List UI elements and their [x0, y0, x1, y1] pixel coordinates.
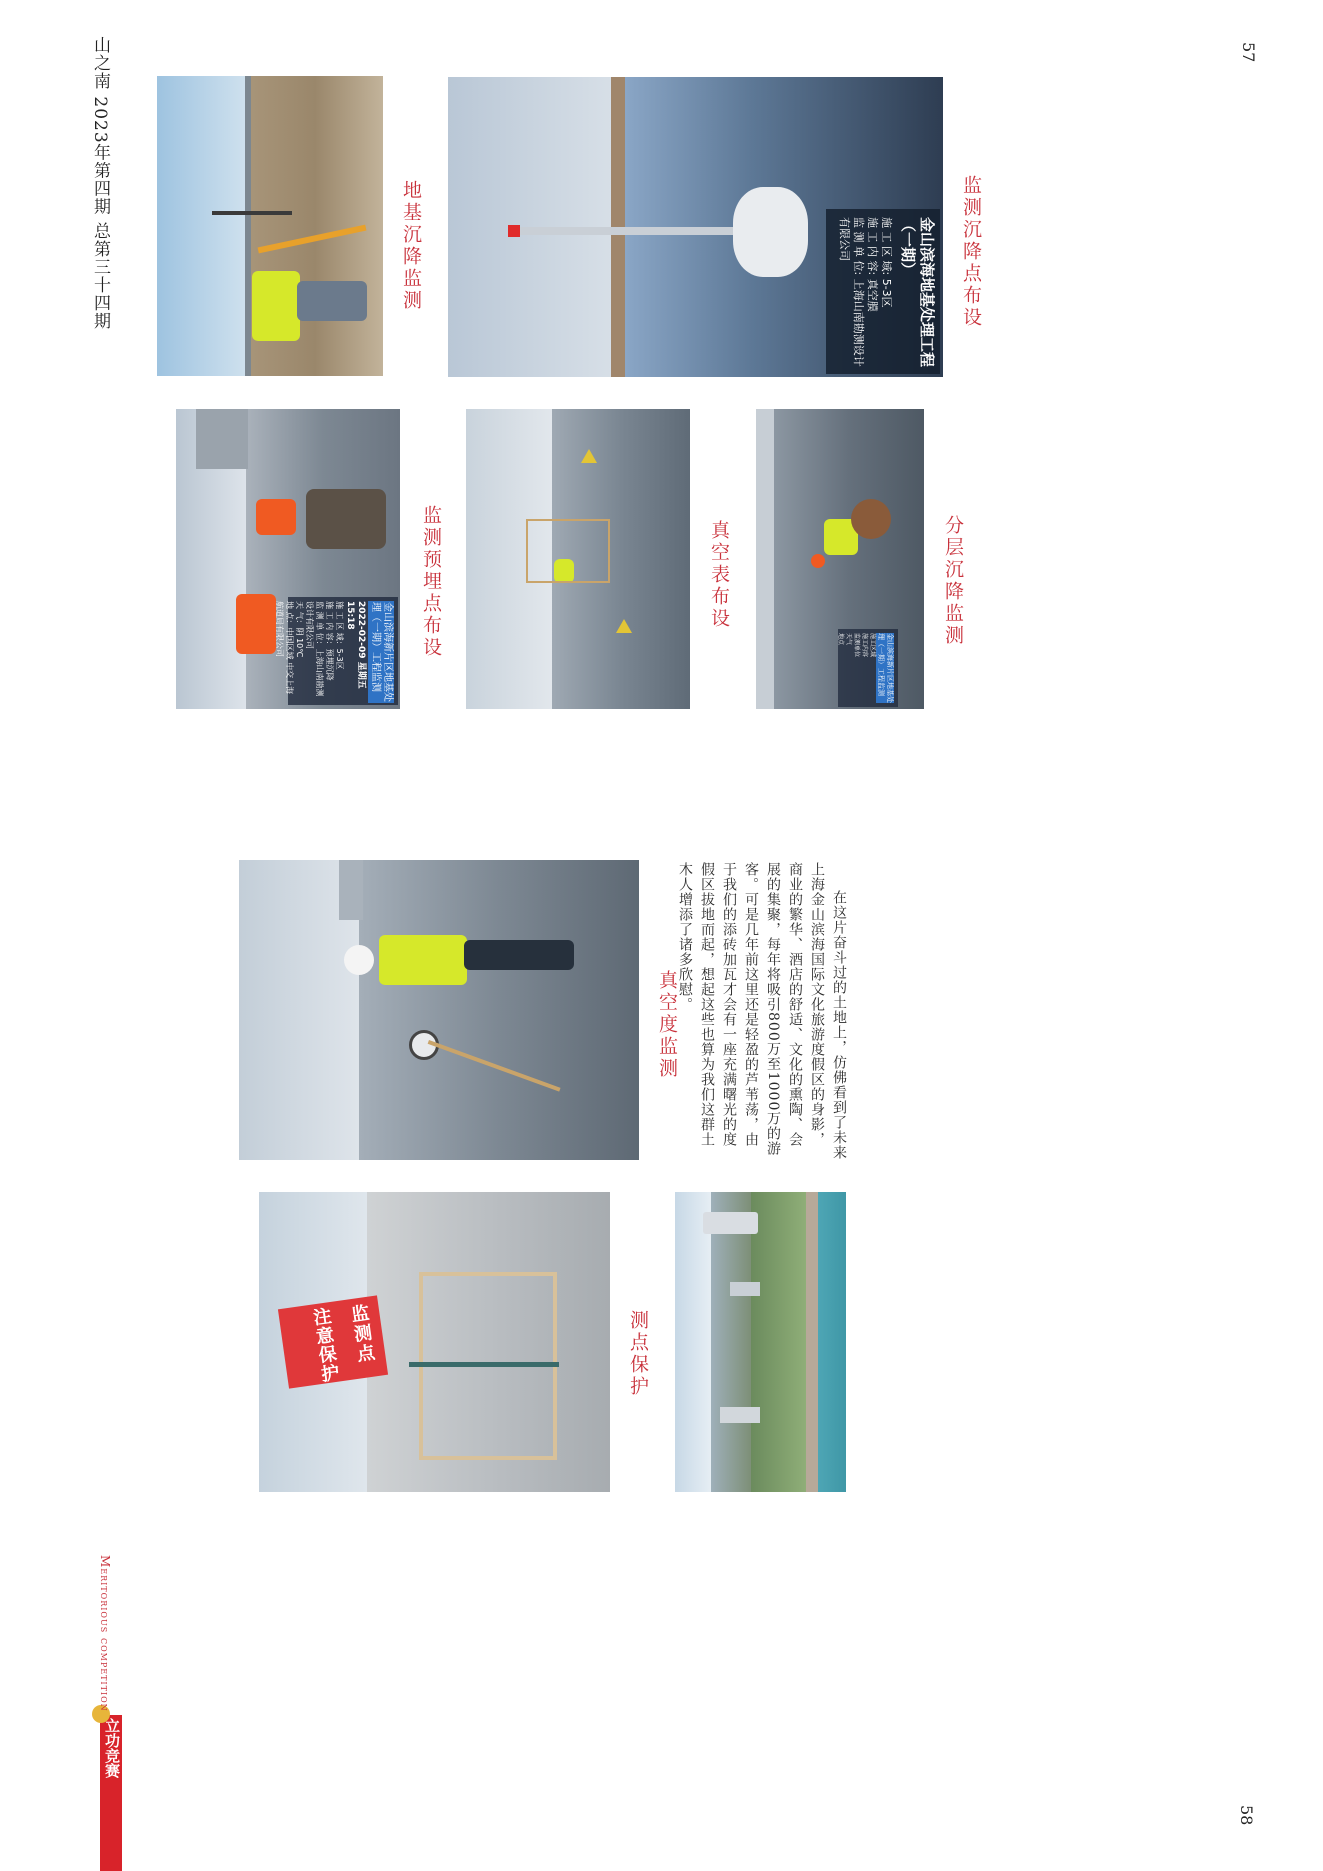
overlay-small-line-3: 监 测 单 位：上海山南勘测设计有限公司 — [305, 601, 324, 697]
worker-helmet — [811, 554, 825, 568]
overlay-small-title: 金山滨海新片区地基处理（一期）工程监测 — [370, 602, 393, 702]
inspector-vest — [379, 935, 467, 985]
tower-1 — [703, 1212, 758, 1234]
caption-foundation-settlement: 地基沉降监测 — [400, 180, 422, 312]
photo-layered-settlement — [756, 409, 924, 709]
worker-orange-1 — [256, 499, 296, 535]
photo-pre-buried-points — [176, 409, 400, 709]
photo-vacuum-gauge-layout — [466, 409, 690, 709]
magazine-line: 山之南 2023年第四期 总第三十四期 — [90, 36, 110, 331]
section-title-cn: 立功竞赛 — [103, 1718, 121, 1778]
overlay-large-area-label: 施 工 区 域: — [880, 217, 893, 276]
inspector-legs — [464, 940, 574, 970]
section-title-en: Meritorious competition — [98, 1555, 112, 1712]
article-block — [677, 862, 850, 1162]
marker-triangle-2 — [616, 619, 632, 633]
photo-resort-aerial — [675, 1192, 846, 1492]
surveyor-legs — [297, 281, 367, 321]
caption-vacuum-degree: 真空度监测 — [656, 970, 678, 1080]
overlay-small-line-2: 施 工 内 容：预埋沉降 — [325, 601, 334, 681]
overlay-layered-line-1: 施工区域 — [869, 633, 876, 658]
caption-vacuum-gauge-layout: 真空表布设 — [708, 520, 730, 630]
overlay-large-unit-label: 监 测 单 位: — [852, 217, 865, 276]
overlay-large — [826, 209, 940, 374]
surveyor-vest — [252, 271, 300, 341]
photo-vacuum-degree — [239, 860, 639, 1160]
marker-triangle-1 — [581, 449, 597, 463]
measuring-pole — [409, 1362, 559, 1367]
overlay-small-line-5: 地 点：中国区域 中交上海航道局有限公司 — [275, 601, 294, 695]
overlay-small — [275, 597, 398, 705]
caption-pre-buried-points: 监测预埋点布设 — [420, 505, 442, 659]
sandbag — [733, 187, 808, 277]
tower-3 — [720, 1407, 760, 1423]
overlay-large-area-value: 5-3区 — [880, 278, 893, 308]
photo-foundation-settlement — [157, 76, 383, 376]
overlay-layered-line-2: 施工内容 — [861, 633, 868, 658]
overlay-layered-title: 金山滨海新片区地基处理（一期）工程监测 — [877, 633, 894, 703]
tower-2 — [730, 1282, 760, 1296]
article-paragraph: 在这片奋斗过的土地上，仿佛看到了未来上海金山滨海国际文化旅游度假区的身影，商业的繁华、酒店的舒适、文化的熏陶、会展的集聚，每年将吸引800万至1000万的游客。可是几年前这里还是轻盈的芦苇荡，由于我们的添砖加瓦才会有一座充满曙光的度假区拔地而起，想起这些也算为我们这群土木人增添了诸多欣慰。 — [677, 862, 847, 1160]
overlay-large-title: 金山滨海地基处理工程（一期） — [899, 217, 936, 368]
overlay-small-datetime: 2022-02-09 星期五 15:18 — [345, 601, 366, 689]
overlay-layered — [838, 629, 898, 707]
overlay-large-unit-value: 上海山南勘测设计有限公司 — [838, 217, 865, 367]
warning-sign — [278, 1295, 388, 1388]
caption-layered-settlement: 分层沉降监测 — [942, 515, 964, 647]
sign-line-1: 监测点 — [347, 1302, 377, 1366]
overlay-layered-line-3: 监测单位 — [853, 633, 860, 658]
inspector-helmet — [344, 945, 374, 975]
overlay-large-content-label: 施 工 内 容: — [866, 217, 879, 276]
overlay-layered-line-4: 天气 — [845, 633, 852, 646]
borehole-tools — [851, 499, 891, 539]
overlay-small-line-1: 施 工 区 域：5-3区 — [335, 601, 344, 670]
caption-settlement-points: 监测沉降点布设 — [960, 175, 982, 329]
survey-pole — [212, 211, 292, 215]
overlay-small-line-4: 天 气：阴 10℃ — [295, 601, 304, 658]
page-number-right: 57 — [1239, 42, 1258, 63]
photo-point-protection — [259, 1192, 610, 1492]
photo-settlement-points — [448, 77, 943, 377]
sign-line-2: 注意保护 — [309, 1306, 341, 1385]
overlay-layered-line-5: 地点 — [837, 633, 844, 646]
page-number-left: 58 — [1237, 1805, 1256, 1826]
pole-cap — [508, 225, 520, 237]
settlement-pole — [514, 227, 764, 235]
gauge-frame — [526, 519, 610, 583]
caption-point-protection: 测点保护 — [627, 1310, 649, 1398]
overlay-large-content-value: 真空膜 — [866, 278, 879, 312]
worker-orange-2 — [236, 594, 276, 654]
